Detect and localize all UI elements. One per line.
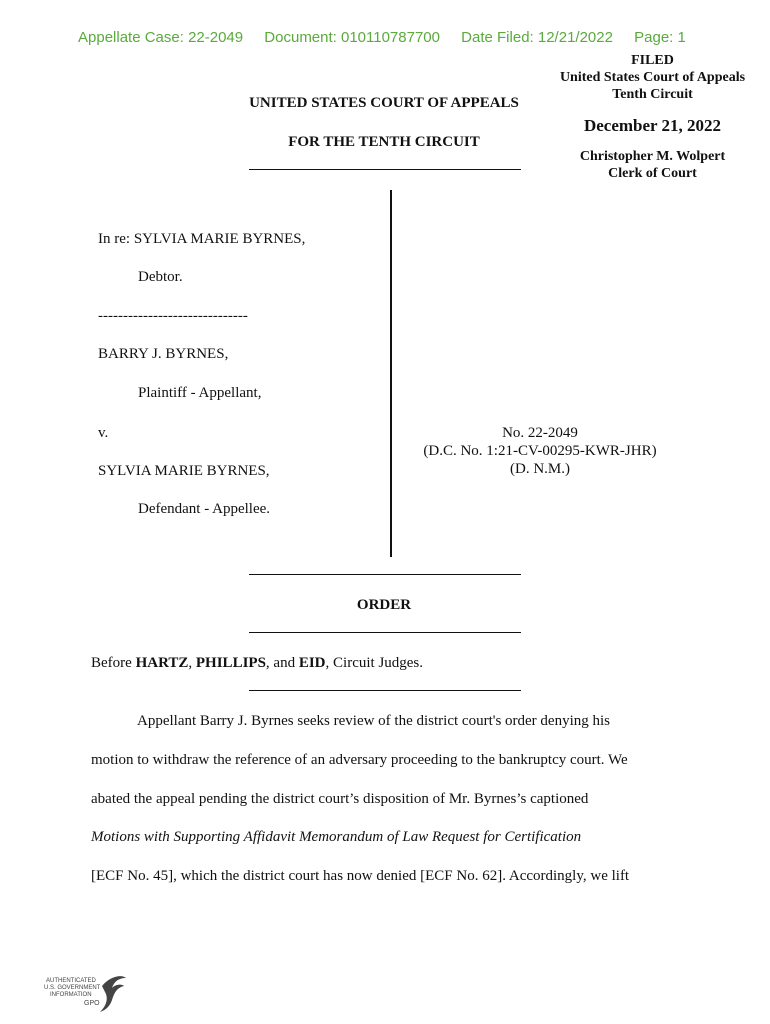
caption-versus: v. [98, 425, 109, 441]
panel-sep1: , [188, 655, 196, 671]
caption-plaintiff: BARRY J. BYRNES, [98, 346, 229, 362]
court-heading-line2: FOR THE TENTH CIRCUIT [288, 134, 480, 150]
filed-date: December 21, 2022 [583, 116, 722, 135]
order-divider-bottom [249, 632, 521, 633]
heading-divider [249, 169, 521, 170]
panel-sep2: , and [265, 655, 299, 671]
appellate-case-number: Appellate Case: 22-2049 [78, 29, 244, 46]
body-line-1: Appellant Barry J. Byrnes seeks review of the district court's order denying his [137, 713, 611, 729]
judge-hartz: HARTZ [135, 655, 189, 671]
panel-suffix: , Circuit Judges. [325, 655, 424, 671]
district-name: (D. N.M.) [510, 461, 570, 477]
filed-label: FILED [631, 53, 674, 68]
judge-phillips: PHILLIPS [195, 655, 266, 671]
judge-eid: EID [298, 655, 326, 671]
gpo-eagle-icon [44, 972, 130, 1014]
panel-line [91, 655, 423, 672]
clerk-name: Christopher M. Wolpert [579, 149, 726, 164]
case-number: No. 22-2049 [502, 425, 578, 441]
order-title: ORDER [356, 597, 412, 613]
body-line-2: motion to withdraw the reference of an adversary proceeding to the bankruptcy court. We [91, 752, 628, 768]
gpo-text-3: INFORMATION [50, 992, 92, 998]
court-heading-line1: UNITED STATES COURT OF APPEALS [249, 95, 519, 111]
gpo-authentication-logo [44, 972, 130, 1014]
filed-circuit: Tenth Circuit [612, 87, 693, 102]
caption-debtor: Debtor. [138, 269, 183, 285]
gpo-text-4: GPO [84, 1000, 100, 1007]
caption-defendant: SYLVIA MARIE BYRNES, [98, 463, 270, 479]
document-number: Document: 010110787700 [264, 29, 440, 46]
panel-before: Before [91, 655, 136, 671]
caption-plaintiff-role: Plaintiff - Appellant, [138, 385, 262, 401]
gpo-text-2: U.S. GOVERNMENT [44, 985, 101, 991]
panel-divider [249, 690, 521, 691]
gpo-text-1: AUTHENTICATED [46, 978, 96, 984]
page-number: Page: 1 [634, 29, 686, 46]
filed-court: United States Court of Appeals [559, 70, 746, 85]
filing-header-stamp [78, 29, 703, 46]
caption-separator: ------------------------------ [98, 308, 248, 324]
district-case-number: (D.C. No. 1:21-CV-00295-KWR-JHR) [423, 443, 657, 459]
filed-stamp [545, 52, 760, 182]
case-numbers [390, 424, 690, 478]
body-line-3: abated the appeal pending the district court’s disposition of Mr. Byrnes’s captioned [91, 791, 589, 807]
clerk-title: Clerk of Court [608, 166, 697, 181]
order-divider-top [249, 574, 521, 575]
body-line-4: Motions with Supporting Affidavit Memorandum of Law Request for Certification [91, 829, 582, 845]
caption-in-re: In re: SYLVIA MARIE BYRNES, [98, 231, 306, 247]
body-line-5: [ECF No. 45], which the district court has now denied [ECF No. 62]. Accordingly, we lift [91, 868, 630, 884]
date-filed: Date Filed: 12/21/2022 [461, 29, 613, 46]
caption-defendant-role: Defendant - Appellee. [138, 501, 271, 517]
caption-divider [390, 190, 392, 557]
